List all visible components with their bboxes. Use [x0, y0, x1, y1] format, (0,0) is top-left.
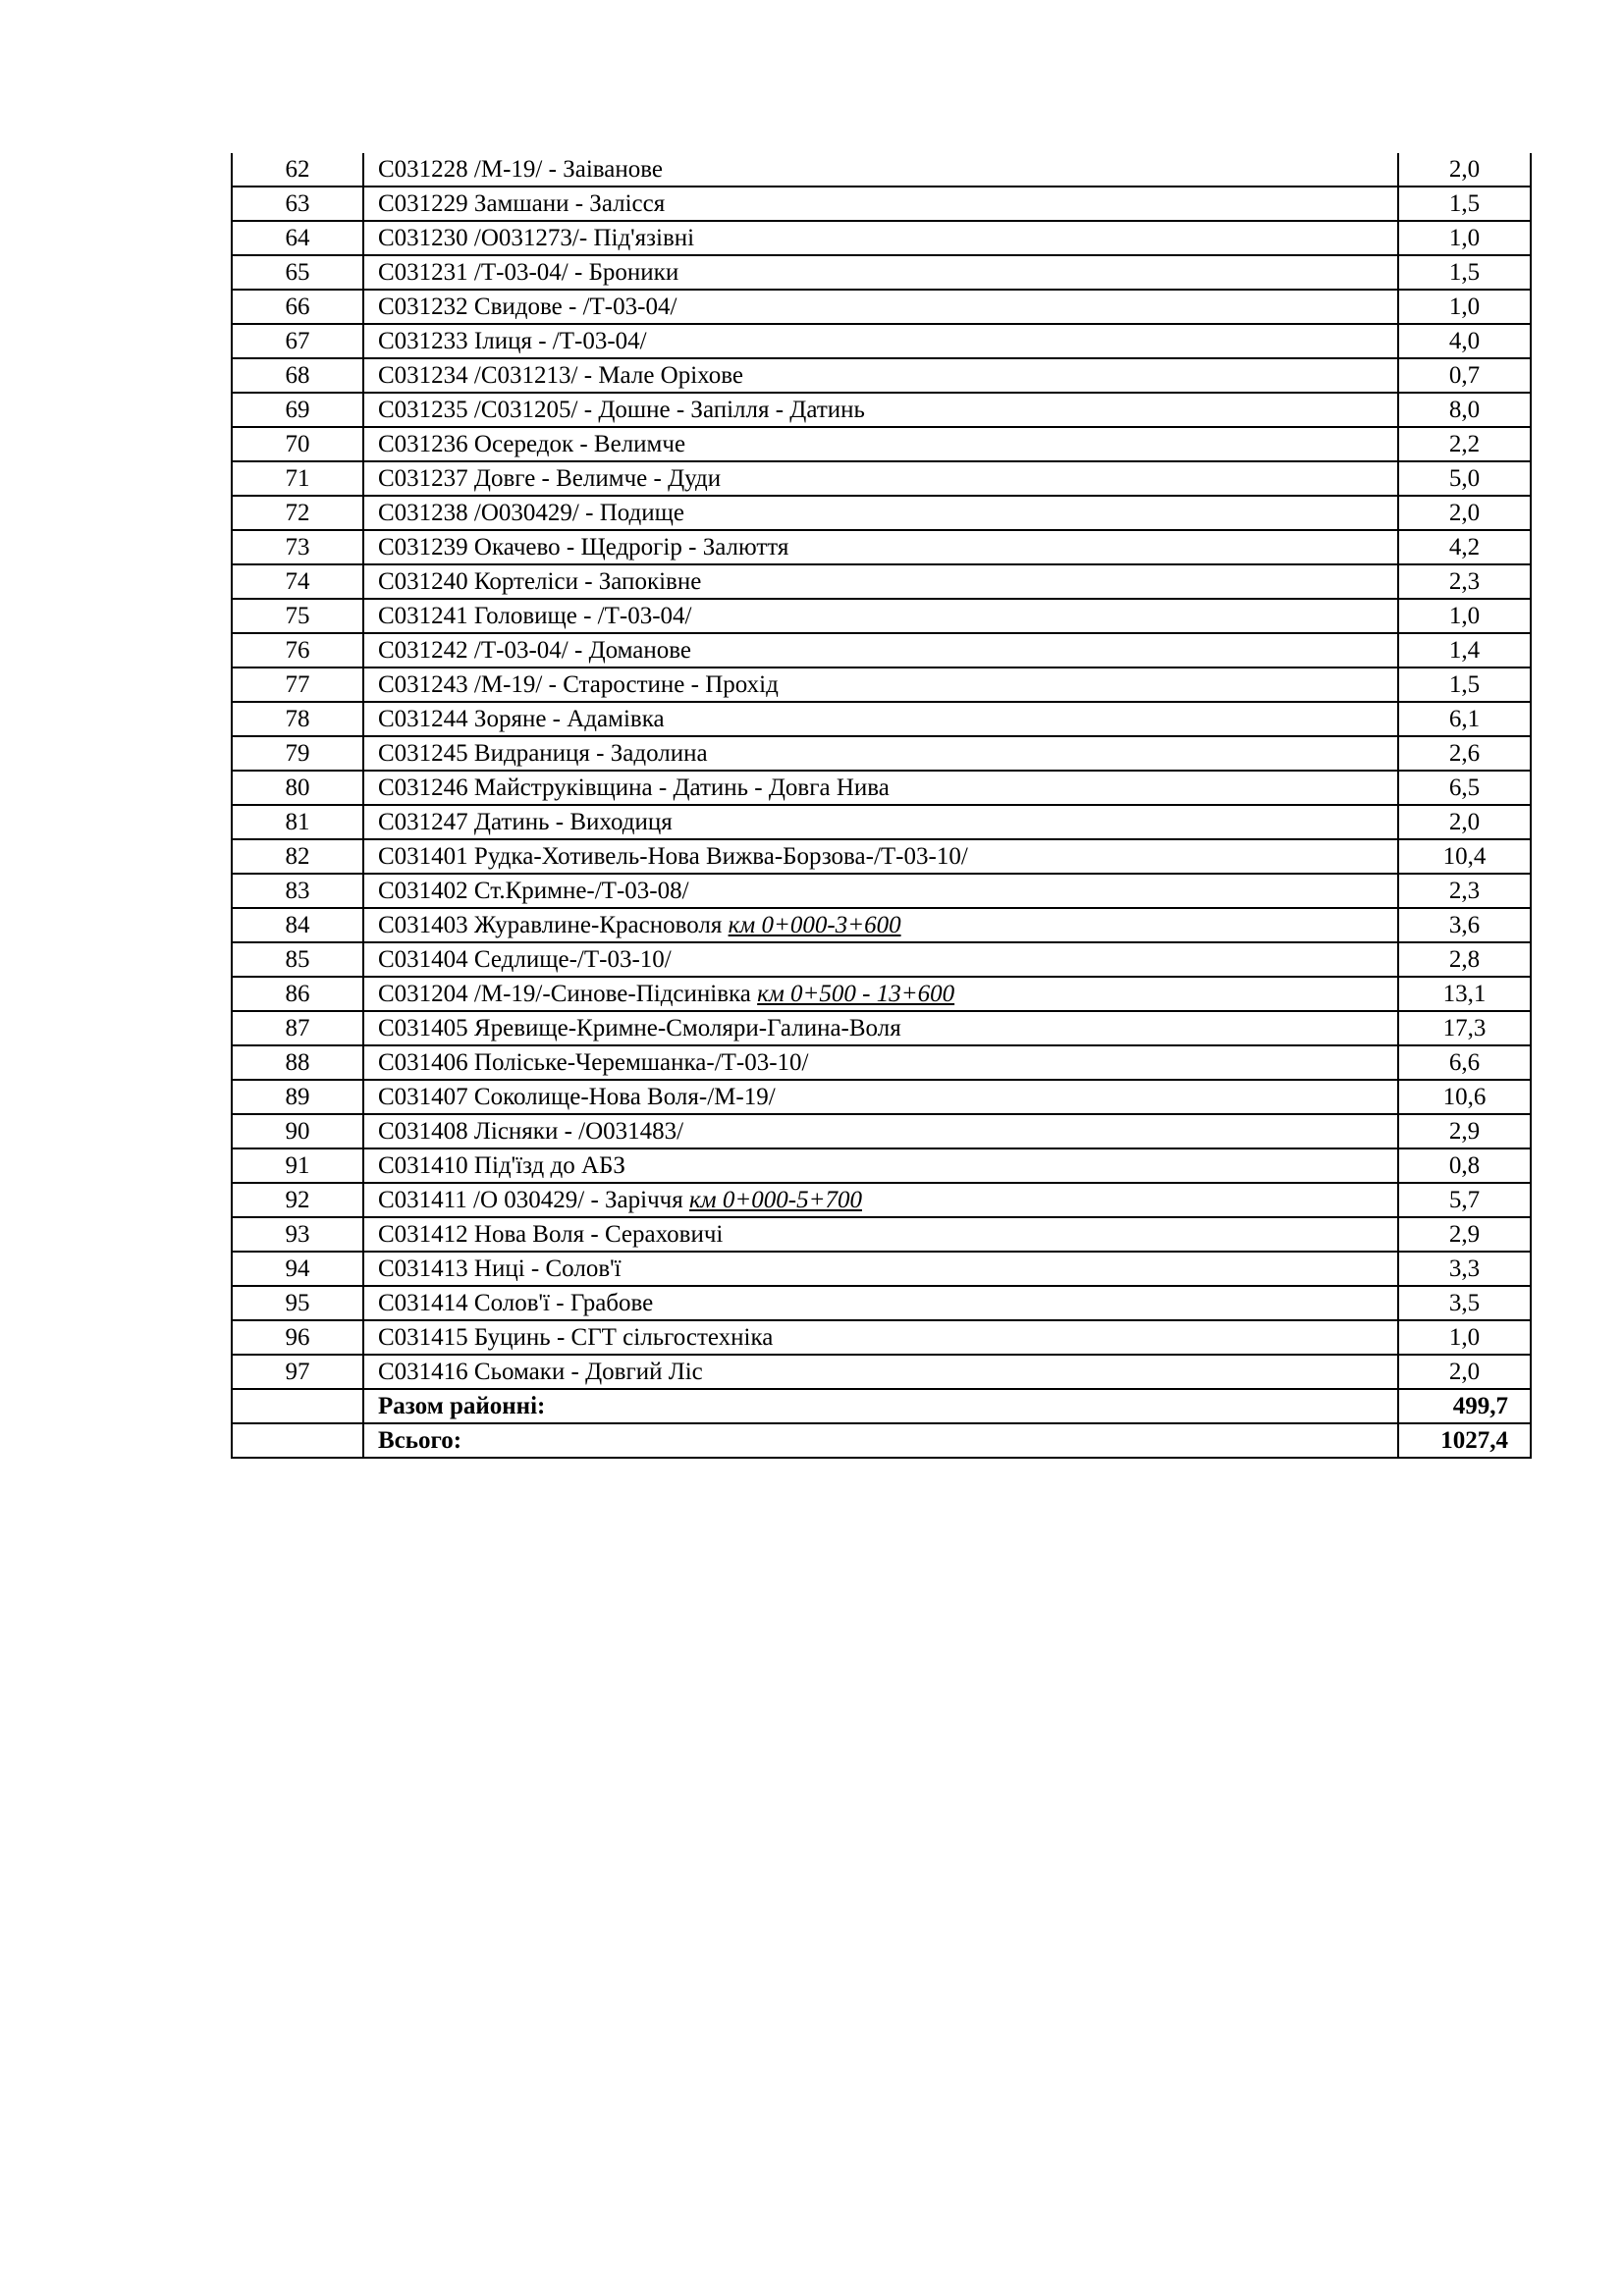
table-row	[232, 1183, 1531, 1217]
row-number: 76	[232, 633, 363, 667]
road-name-cell	[363, 255, 1398, 290]
road-name-cell	[363, 633, 1398, 667]
row-number: 71	[232, 461, 363, 496]
row-number: 87	[232, 1011, 363, 1045]
table-row	[232, 1217, 1531, 1252]
road-length: 2,9	[1398, 1114, 1531, 1148]
road-km-range: км 0+000-5+700	[688, 1187, 862, 1213]
row-number: 96	[232, 1320, 363, 1355]
roads-table	[231, 153, 1532, 1459]
road-length: 1,0	[1398, 290, 1531, 324]
road-name: С031403 Журавлине-Красноволя	[378, 912, 729, 938]
road-length: 2,9	[1398, 1217, 1531, 1252]
road-name: С031243 /М-19/ - Старостине - Прохід	[378, 671, 779, 698]
road-length: 2,8	[1398, 942, 1531, 977]
row-number: 90	[232, 1114, 363, 1148]
road-name-cell	[363, 702, 1398, 736]
road-name: С031408 Лісняки - /О031483/	[378, 1118, 684, 1145]
road-length: 2,0	[1398, 496, 1531, 530]
table-row	[232, 771, 1531, 805]
road-name-cell	[363, 874, 1398, 908]
table-row	[232, 667, 1531, 702]
row-number: 92	[232, 1183, 363, 1217]
road-length: 2,2	[1398, 427, 1531, 461]
row-number: 67	[232, 324, 363, 358]
table-row	[232, 1148, 1531, 1183]
road-name-cell	[363, 1286, 1398, 1320]
row-number: 72	[232, 496, 363, 530]
road-length: 0,7	[1398, 358, 1531, 393]
total-empty-cell	[232, 1423, 363, 1458]
road-name-cell	[363, 599, 1398, 633]
row-number: 93	[232, 1217, 363, 1252]
road-name-cell	[363, 358, 1398, 393]
table-row	[232, 187, 1531, 221]
road-name-cell	[363, 221, 1398, 255]
road-name: С031404 Седлище-/Т-03-10/	[378, 946, 672, 973]
table-row	[232, 255, 1531, 290]
table-row	[232, 496, 1531, 530]
total-label: Всього:	[363, 1423, 1398, 1458]
road-name-cell	[363, 153, 1398, 187]
total-row	[232, 1389, 1531, 1423]
road-length: 1,0	[1398, 1320, 1531, 1355]
road-name-cell	[363, 461, 1398, 496]
table-row	[232, 1114, 1531, 1148]
road-name-cell	[363, 805, 1398, 839]
row-number: 65	[232, 255, 363, 290]
road-name: С031240 Кортеліси - Запоківне	[378, 568, 702, 595]
road-name-cell	[363, 1148, 1398, 1183]
road-name-cell	[363, 187, 1398, 221]
road-name: С031401 Рудка-Хотивель-Нова Вижва-Борзова-/Т-03-10/	[378, 843, 968, 870]
road-name: С031233 Ілиця - /Т-03-04/	[378, 328, 647, 354]
road-length: 1,5	[1398, 255, 1531, 290]
road-name-cell	[363, 1183, 1398, 1217]
road-length: 1,4	[1398, 633, 1531, 667]
road-length: 0,8	[1398, 1148, 1531, 1183]
road-name-cell	[363, 839, 1398, 874]
roads-table-body	[232, 153, 1531, 1458]
table-row	[232, 1320, 1531, 1355]
road-name: С031242 /Т-03-04/ - Доманове	[378, 637, 692, 664]
road-name-cell	[363, 530, 1398, 564]
road-km-range: км 0+500 - 13+600	[757, 981, 955, 1007]
table-row	[232, 358, 1531, 393]
total-row	[232, 1423, 1531, 1458]
table-row	[232, 153, 1531, 187]
road-name-cell	[363, 324, 1398, 358]
road-length: 1,5	[1398, 187, 1531, 221]
row-number: 68	[232, 358, 363, 393]
road-name-cell	[363, 1320, 1398, 1355]
road-length: 3,6	[1398, 908, 1531, 942]
row-number: 88	[232, 1045, 363, 1080]
table-row	[232, 736, 1531, 771]
row-number: 81	[232, 805, 363, 839]
table-row	[232, 805, 1531, 839]
road-name: С031246 Майструківщина - Датинь - Довга Нива	[378, 774, 890, 801]
road-name-cell	[363, 1217, 1398, 1252]
row-number: 80	[232, 771, 363, 805]
road-name: С031244 Зоряне - Адамівка	[378, 706, 665, 732]
road-name-cell	[363, 427, 1398, 461]
road-name: С031402 Ст.Кримне-/Т-03-08/	[378, 878, 689, 904]
road-name: С031230 /О031273/- Під'язівні	[378, 225, 695, 251]
table-row	[232, 1252, 1531, 1286]
road-name: С031413 Ниці - Солов'ї	[378, 1255, 622, 1282]
row-number: 91	[232, 1148, 363, 1183]
table-row	[232, 908, 1531, 942]
road-length: 6,5	[1398, 771, 1531, 805]
road-length: 10,4	[1398, 839, 1531, 874]
road-name: С031232 Свидове - /Т-03-04/	[378, 294, 677, 320]
road-name: С031234 /С031213/ - Мале Оріхове	[378, 362, 743, 389]
road-length: 6,6	[1398, 1045, 1531, 1080]
road-name: С031405 Яревище-Кримне-Смоляри-Галина-Воля	[378, 1015, 901, 1041]
table-row	[232, 874, 1531, 908]
table-row	[232, 324, 1531, 358]
road-length: 2,0	[1398, 805, 1531, 839]
table-row	[232, 977, 1531, 1011]
table-row	[232, 599, 1531, 633]
road-name: С031229 Замшани - Залісся	[378, 190, 666, 217]
row-number: 77	[232, 667, 363, 702]
table-row	[232, 942, 1531, 977]
road-length: 2,0	[1398, 153, 1531, 187]
row-number: 82	[232, 839, 363, 874]
row-number: 79	[232, 736, 363, 771]
road-length: 13,1	[1398, 977, 1531, 1011]
row-number: 97	[232, 1355, 363, 1389]
road-name: С031414 Солов'ї - Грабове	[378, 1290, 654, 1316]
table-row	[232, 461, 1531, 496]
total-label: Разом районні:	[363, 1389, 1398, 1423]
table-row	[232, 221, 1531, 255]
road-name: С031204 /М-19/-Синове-Підсинівка	[378, 981, 758, 1007]
table-row	[232, 427, 1531, 461]
road-name-cell	[363, 496, 1398, 530]
row-number: 62	[232, 153, 363, 187]
road-name-cell	[363, 1045, 1398, 1080]
total-empty-cell	[232, 1389, 363, 1423]
road-name: С031228 /М-19/ - Заіванове	[378, 156, 663, 183]
road-name: С031247 Датинь - Виходиця	[378, 809, 673, 835]
road-length: 10,6	[1398, 1080, 1531, 1114]
table-row	[232, 1080, 1531, 1114]
road-length: 4,0	[1398, 324, 1531, 358]
table-row	[232, 1355, 1531, 1389]
road-name: С031245 Видраниця - Задолина	[378, 740, 708, 767]
road-length: 17,3	[1398, 1011, 1531, 1045]
road-name-cell	[363, 771, 1398, 805]
table-row	[232, 633, 1531, 667]
row-number: 78	[232, 702, 363, 736]
road-name-cell	[363, 393, 1398, 427]
road-name: С031410 Під'їзд до АБЗ	[378, 1152, 625, 1179]
road-length: 1,0	[1398, 221, 1531, 255]
total-value: 1027,4	[1398, 1423, 1531, 1458]
row-number: 70	[232, 427, 363, 461]
row-number: 63	[232, 187, 363, 221]
road-name-cell	[363, 736, 1398, 771]
road-length: 3,5	[1398, 1286, 1531, 1320]
road-name-cell	[363, 1114, 1398, 1148]
road-length: 6,1	[1398, 702, 1531, 736]
road-name-cell	[363, 1080, 1398, 1114]
road-length: 4,2	[1398, 530, 1531, 564]
row-number: 75	[232, 599, 363, 633]
road-length: 5,7	[1398, 1183, 1531, 1217]
road-name: С031237 Довге - Велимче - Дуди	[378, 465, 722, 492]
row-number: 95	[232, 1286, 363, 1320]
road-name: С031407 Соколище-Нова Воля-/М-19/	[378, 1084, 776, 1110]
road-length: 2,3	[1398, 874, 1531, 908]
road-length: 2,0	[1398, 1355, 1531, 1389]
road-name-cell	[363, 1355, 1398, 1389]
table-row	[232, 839, 1531, 874]
road-name-cell	[363, 942, 1398, 977]
road-name-cell	[363, 667, 1398, 702]
row-number: 85	[232, 942, 363, 977]
road-length: 1,0	[1398, 599, 1531, 633]
table-row	[232, 702, 1531, 736]
road-name-cell	[363, 908, 1398, 942]
road-name: С031231 /Т-03-04/ - Броники	[378, 259, 679, 286]
row-number: 69	[232, 393, 363, 427]
road-name: С031416 Сьомаки - Довгий Ліс	[378, 1359, 703, 1385]
table-row	[232, 530, 1531, 564]
road-name: С031235 /С031205/ - Дошне - Запілля - Датинь	[378, 397, 865, 423]
road-name: С031241 Головище - /Т-03-04/	[378, 603, 692, 629]
row-number: 66	[232, 290, 363, 324]
row-number: 86	[232, 977, 363, 1011]
road-length: 3,3	[1398, 1252, 1531, 1286]
road-name: С031406 Поліське-Черемшанка-/Т-03-10/	[378, 1049, 809, 1076]
road-name: С031236 Осередок - Велимче	[378, 431, 686, 457]
road-name: С031411 /О 030429/ - Заріччя	[378, 1187, 689, 1213]
road-name: С031412 Нова Воля - Сераховичі	[378, 1221, 724, 1248]
road-name-cell	[363, 977, 1398, 1011]
total-value: 499,7	[1398, 1389, 1531, 1423]
table-row	[232, 290, 1531, 324]
table-row	[232, 1011, 1531, 1045]
table-row	[232, 393, 1531, 427]
road-length: 1,5	[1398, 667, 1531, 702]
road-name: С031415 Буцинь - СГТ сільгостехніка	[378, 1324, 774, 1351]
table-row	[232, 564, 1531, 599]
road-length: 2,3	[1398, 564, 1531, 599]
road-name: С031238 /О030429/ - Подище	[378, 500, 684, 526]
road-length: 5,0	[1398, 461, 1531, 496]
table-row	[232, 1045, 1531, 1080]
road-length: 8,0	[1398, 393, 1531, 427]
row-number: 74	[232, 564, 363, 599]
road-name-cell	[363, 290, 1398, 324]
table-row	[232, 1286, 1531, 1320]
road-name-cell	[363, 1252, 1398, 1286]
row-number: 64	[232, 221, 363, 255]
road-km-range: км 0+000-3+600	[728, 912, 901, 938]
road-name-cell	[363, 1011, 1398, 1045]
road-name: С031239 Окачево - Щедрогір - Залюття	[378, 534, 789, 561]
row-number: 73	[232, 530, 363, 564]
row-number: 84	[232, 908, 363, 942]
road-length: 2,6	[1398, 736, 1531, 771]
road-name-cell	[363, 564, 1398, 599]
row-number: 83	[232, 874, 363, 908]
row-number: 94	[232, 1252, 363, 1286]
row-number: 89	[232, 1080, 363, 1114]
